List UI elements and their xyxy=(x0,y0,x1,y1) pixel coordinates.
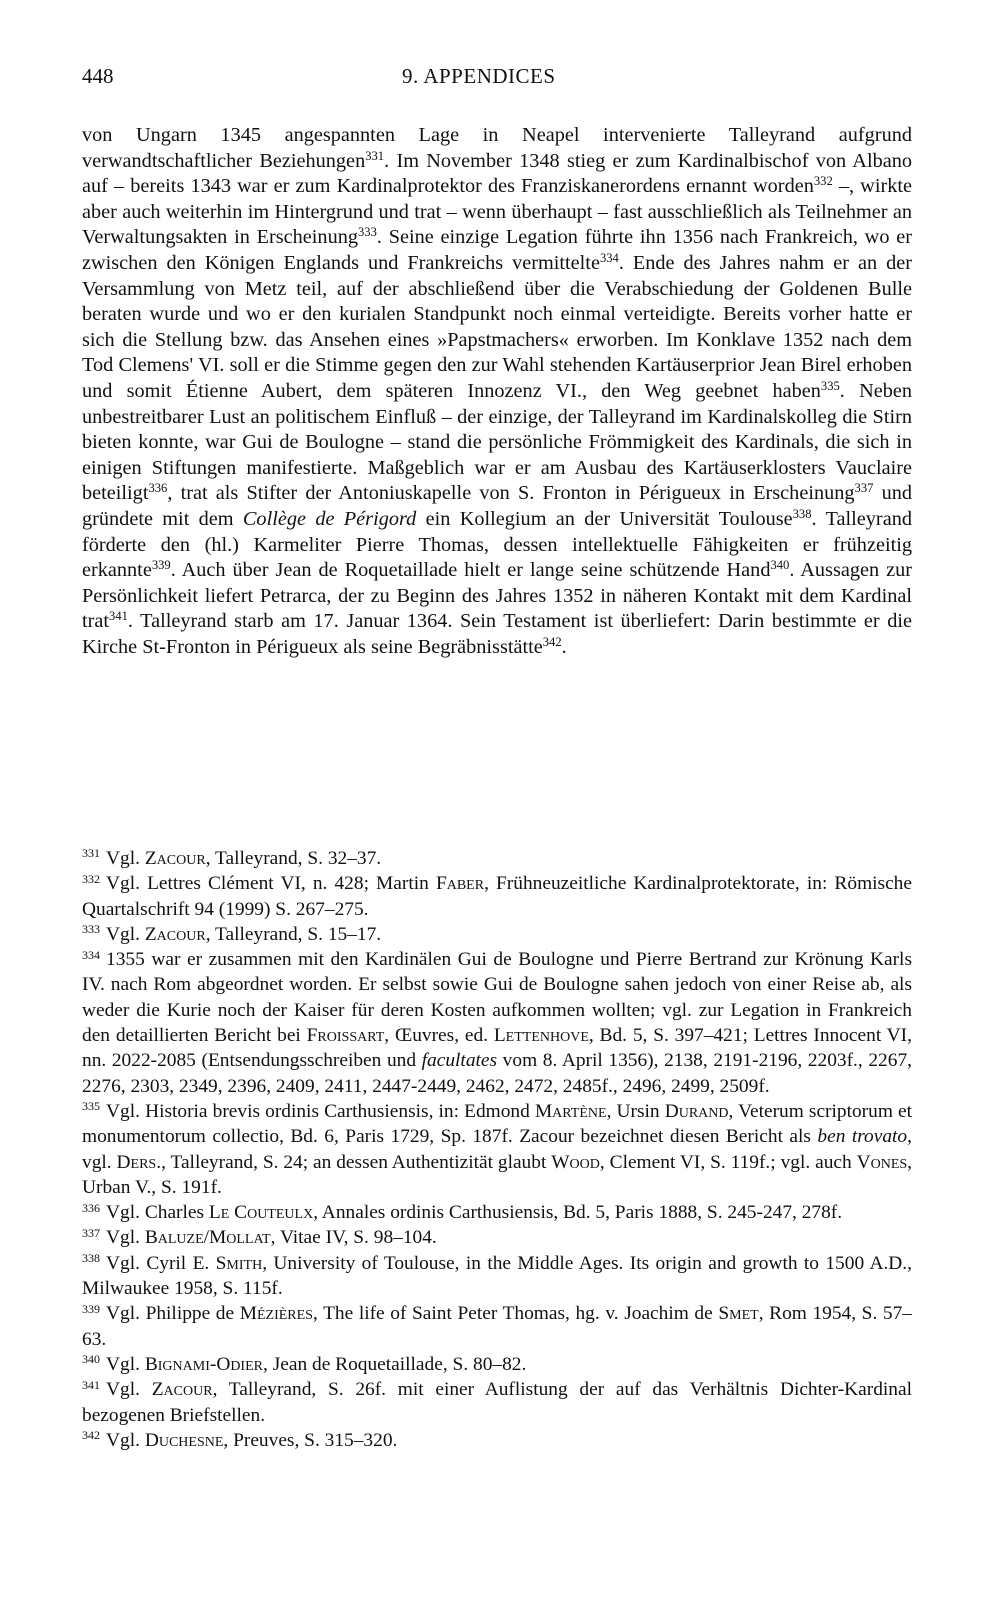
footnote-333: $^{333}$ Vgl. Zacour, Talleyrand, S. 15–17. xyxy=(82,922,382,945)
footnote-336: $^{336}$ Vgl. Charles Le Couteulx, Annales ordinis Carthusiensis, Bd. 5, Paris 1888, S. 245-247, 278f. xyxy=(82,1200,843,1224)
italic-title: Collège de Périgord xyxy=(242,507,417,530)
footnotes xyxy=(82,846,912,1453)
page-number: 448 xyxy=(82,64,114,88)
footnote-339: $^{339}$ Vgl. Philippe de Mézières, The life of Saint Peter Thomas, hg. v. Joachim de Smet, Rom 1954, S. 57–63. xyxy=(82,1301,913,1350)
footnote-ref-336[interactable]: 336 xyxy=(148,481,168,496)
footnote-338: $^{338}$ Vgl. Cyril E. Smith, University of Toulouse, in the Middle Ages. Its origin and growth to 1500 A.D., Milwaukee 1958, S. 115f. xyxy=(82,1251,912,1300)
body-paragraph: von Ungarn 1345 angespannten Lage in Neapel intervenierte Talleyrand aufgrund verwandtschaftlicher Beziehungen$^{331}$. Im November 1348 stieg er zum Kardinalbischof von Albano auf – bereits 1343 war er zum Kardinalprotektor des Franziskanerordens ernannt worden$^{332}$ –, wirkte aber auch weiterhin im Hintergrund und trat – wenn überhaupt – fast ausschließlich als Teilnehmer an Verwaltungsakten in Erscheinung$^{333}$. Seine einzige Legation führte ihn 1356 nach Frankreich, wo er zwischen den Königen Englands und Frankreichs vermittelte$^{334}$. Ende des Jahres nahm er an der Versammlung von Metz teil, auf der abschließend über die Verabschiedung der Goldenen Bulle beraten wurde und wo er den kurialen Standpunkt noch einmal verteidigte. Bereits vorher hatte er sich die Stellung bzw. das Ansehen eines »Papstmachers« erworben. Im Konklave 1352 nach dem Tod Clemens' VI. soll er die Stimme gegen den zur Wahl stehenden Kartäuserprior Jean Birel erhoben und somit Étienne Aubert, dem späteren Innozenz VI., den Weg geebnet haben$^{335}$. Neben unbestreitbarer Lust an politischem Einfluß – der einzige, der Talleyrand im Kardinalskolleg die Stirn bieten konnte, war Gui de Boulogne – stand die persönliche Frömmigkeit des Kardinals, die sich in einigen Stiftungen manifestierte. Maßgeblich war er am Ausbau des Kartäuserklosters Vauclaire beteiligt$^{336}$, trat als Stifter der Antoniuskapelle von S. Fronton in Périgueux in Erscheinung$^{337}$ und gründete mit dem Collège de Périgord ein Kollegium an der Universität Toulouse$^{338}$. Talleyrand förderte den (hl.) Karmeliter Pierre Thomas, dessen intellektuelle Fähigkeiten er frühzeitig erkannte$^{339}$. Auch über Jean de Roquetaillade hielt er lange seine schützende Hand$^{340}$. Aussagen zur Persönlichkeit liefert Petrarca, der zu Beginn des Jahres 1352 in näheren Kontakt mit dem Kardinal trat$^{341}$. Talleyrand starb am 17. Januar 1364. Sein Testament ist überliefert: Darin bestimmte er die Kirche St-Fronton in Périgueux als seine Begräbnisstätte$^{342}$. xyxy=(82,124,913,658)
footnote-ref-342[interactable]: 342 xyxy=(542,634,562,649)
footnote-340: $^{340}$ Vgl. Bignami-Odier, Jean de Roquetaillade, S. 80–82. xyxy=(82,1352,527,1375)
footnote-ref-334[interactable]: 334 xyxy=(599,251,619,266)
footnote-341: $^{341}$ Vgl. Zacour, Talleyrand, S. 26f. mit einer Auflistung der auf das Verhältnis Dichter-Kardinal bezogenen Briefstellen. xyxy=(82,1377,912,1426)
footnote-ref-332[interactable]: 332 xyxy=(813,174,833,189)
page-header xyxy=(82,64,912,94)
main-text xyxy=(82,123,912,660)
footnote-342: $^{342}$ Vgl. Duchesne, Preuves, S. 315–320. xyxy=(82,1428,398,1451)
footnote-ref-337[interactable]: 337 xyxy=(854,481,874,496)
footnote-ref-333[interactable]: 333 xyxy=(358,225,377,240)
footnote-334: $^{334}$ 1355 war er zusammen mit den Kardinälen Gui de Boulogne und Pierre Bertrand zur Krönung Karls IV. nach Rom abgeordnet worden. Er selbst sowie Gui de Boulogne sahen jedoch von einer Reise ab, als weder die Kurie noch der Kaiser für deren Kosten aufkommen wollten; vgl. zur Legation in Frankreich den detaillierten Bericht bei Froissart, Œuvres, ed. Lettenhove, Bd. 5, S. 397–421; Lettres Innocent VI, nn. 2022-2085 (Entsendungsschreiben und facultates vom 8. April 1356), 2138, 2191-2196, 2203f., 2267, 2276, 2303, 2349, 2396, 2409, 2411, 2447-2449, 2462, 2472, 2485f., 2496, 2499, 2509f. xyxy=(82,947,912,1097)
footnote-ref-339[interactable]: 339 xyxy=(151,558,171,573)
footnote-ref-338[interactable]: 338 xyxy=(792,506,812,521)
running-head: 9. APPENDICES xyxy=(402,64,556,88)
footnote-337: $^{337}$ Vgl. Baluze/Mollat, Vitae IV, S. 98–104. xyxy=(82,1225,437,1249)
footnote-332: $^{332}$ Vgl. Lettres Clément VI, n. 428; Martin Faber, Frühneuzeitliche Kardinalprotektorate, in: Römische Quartalschrift 94 (1999) S. 267–275. xyxy=(82,871,912,920)
footnote-ref-340[interactable]: 340 xyxy=(770,558,790,573)
footnote-ref-331[interactable]: 331 xyxy=(365,148,385,163)
footnote-331: $^{331}$ Vgl. Zacour, Talleyrand, S. 32–37. xyxy=(82,846,382,869)
footnote-ref-335[interactable]: 335 xyxy=(820,379,840,394)
footnote-ref-341[interactable]: 341 xyxy=(109,609,128,624)
footnote-335: $^{335}$ Vgl. Historia brevis ordinis Carthusiensis, in: Edmond Martène, Ursin Durand, Veterum scriptorum et monumentorum collectio, Bd. 6, Paris 1729, Sp. 187f. Zacour bezeichnet diesen Bericht als ben trovato, vgl. Ders., Talleyrand, S. 24; an dessen Authentizität glaubt Wood, Clement VI, S. 119f.; vgl. auch Vones, Urban V., S. 191f. xyxy=(82,1099,913,1198)
